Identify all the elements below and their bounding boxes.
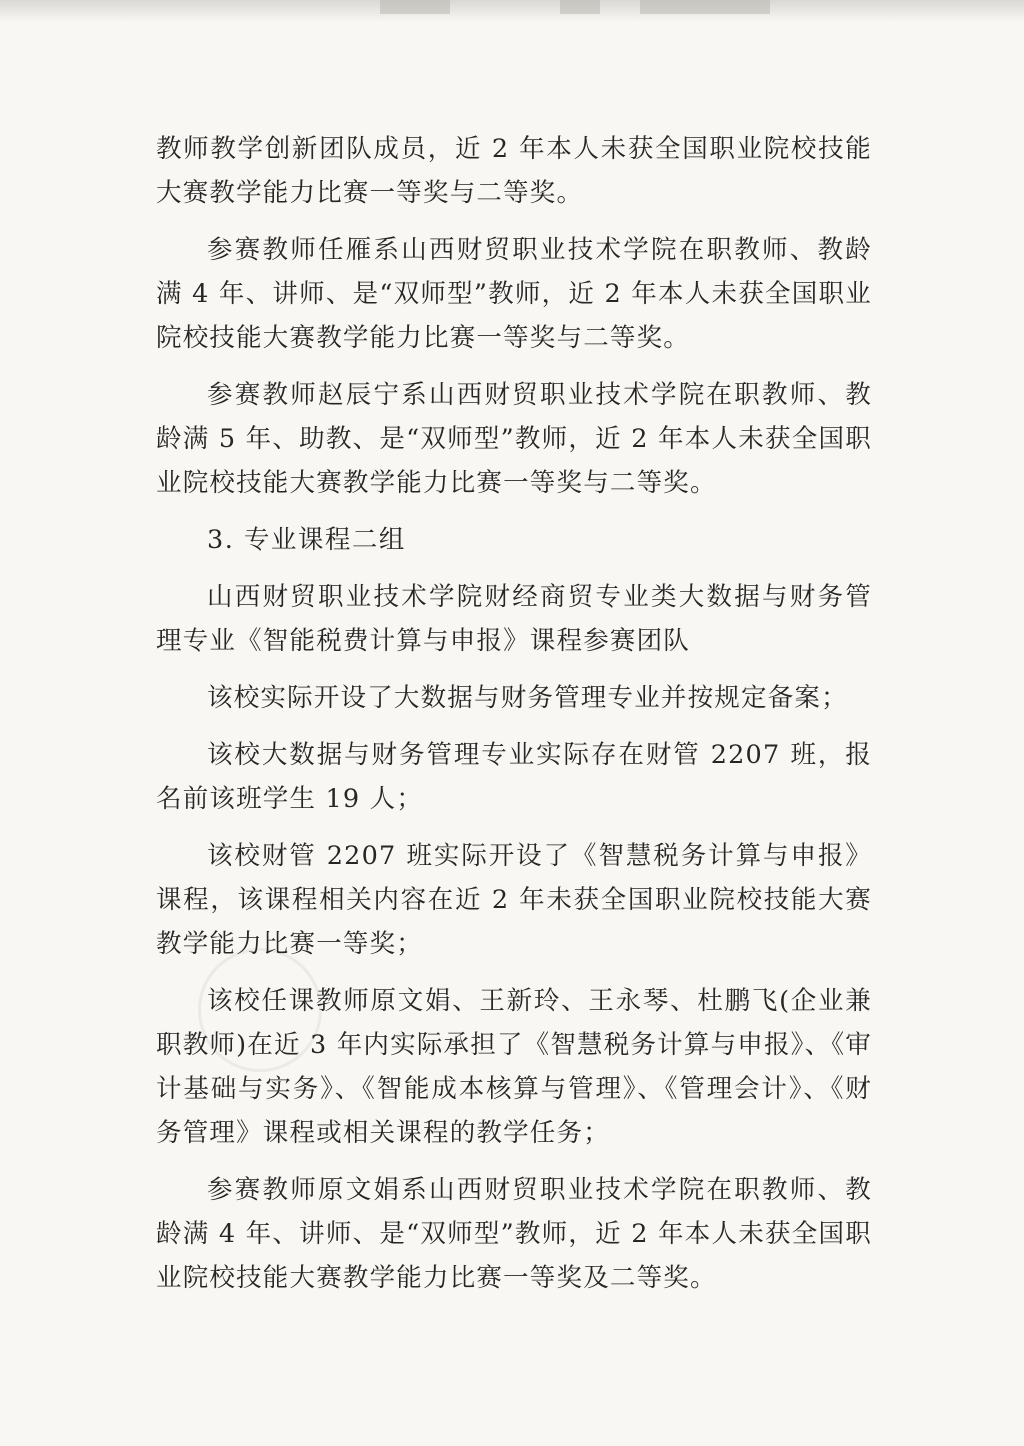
paragraph-class-2207: 该校大数据与财务管理专业实际存在财管 2207 班，报名前该班学生 19 人； — [156, 740, 872, 814]
scan-artifact — [640, 0, 770, 14]
paragraph-ren-yan: 参赛教师任雁系山西财贸职业技术学院在职教师、教龄满 4 年、讲师、是“双师型”教师，近 2 年本人未获全国职业院校技能大赛教学能力比赛一等奖与二等奖。 — [156, 235, 872, 353]
paragraph-team-member: 教师教学创新团队成员，近 2 年本人未获全国职业院校技能大赛教学能力比赛一等奖与二等奖。 — [156, 134, 872, 208]
document-body — [156, 127, 872, 1300]
paragraph-teachers: 该校任课教师原文娟、王新玲、王永琴、杜鹏飞(企业兼职教师)在近 3 年内实际承担了《智慧税务计算与申报》、《审计基础与实务》、《智能成本核算与管理》、《管理会计》、《财务管理》课程或相关课程的教学任务； — [156, 986, 872, 1148]
scan-shadow — [0, 0, 1024, 22]
paragraph-course-offered: 该校财管 2207 班实际开设了《智慧税务计算与申报》课程，该课程相关内容在近 2 年未获全国职业院校技能大赛教学能力比赛一等奖； — [156, 841, 872, 959]
paragraph-major-registered: 该校实际开设了大数据与财务管理专业并按规定备案； — [207, 683, 848, 713]
paragraph-team-intro: 山西财贸职业技术学院财经商贸专业类大数据与财务管理专业《智能税费计算与申报》课程参赛团队 — [156, 582, 872, 656]
paragraph-zhao-chenning: 参赛教师赵辰宁系山西财贸职业技术学院在职教师、教龄满 5 年、助教、是“双师型”教师，近 2 年本人未获全国职业院校技能大赛教学能力比赛一等奖与二等奖。 — [156, 380, 872, 498]
section-heading: 3. 专业课程二组 — [207, 525, 406, 555]
paragraph-yuan-wenjuan: 参赛教师原文娟系山西财贸职业技术学院在职教师、教龄满 4 年、讲师、是“双师型”教师，近 2 年本人未获全国职业院校技能大赛教学能力比赛一等奖及二等奖。 — [156, 1175, 872, 1293]
scan-artifact — [380, 0, 450, 14]
scan-artifact — [560, 0, 600, 14]
